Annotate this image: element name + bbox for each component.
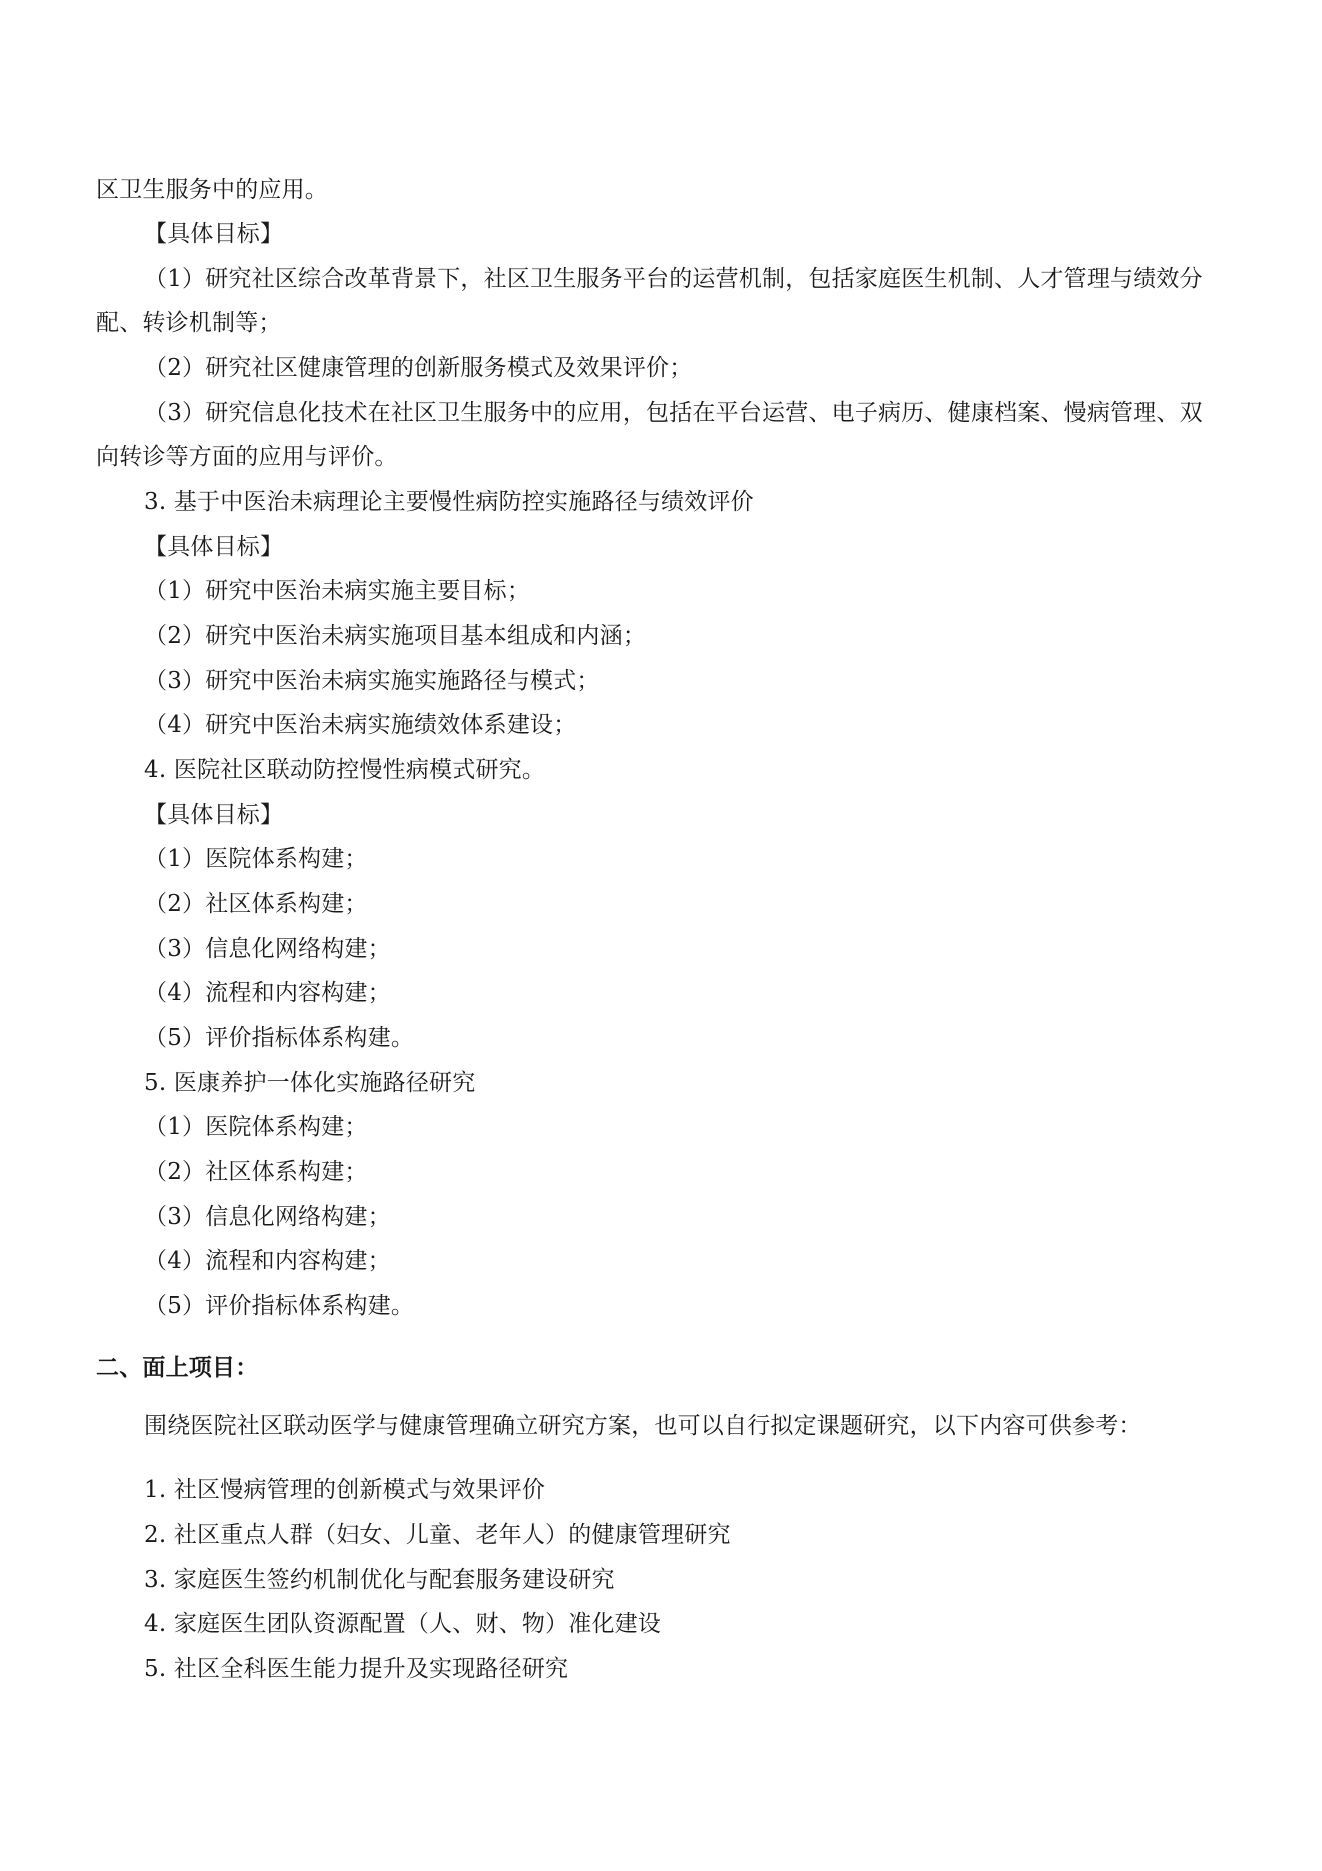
objective-item: （1）研究社区综合改革背景下，社区卫生服务平台的运营机制，包括家庭医生机制、人才管理与绩效分 xyxy=(144,266,1203,292)
topic-item: 3. 家庭医生签约机制优化与配套服务建设研究 xyxy=(144,1567,615,1593)
topic-item: 5. 社区全科医生能力提升及实现路径研究 xyxy=(144,1656,569,1682)
objective-item: （4）流程和内容构建； xyxy=(144,1248,391,1274)
objective-item: （5）评价指标体系构建。 xyxy=(144,1025,415,1051)
objective-header: 【具体目标】 xyxy=(144,221,284,247)
objective-item: （1）医院体系构建； xyxy=(144,846,368,872)
objective-item-continuation: 向转诊等方面的应用与评价。 xyxy=(96,444,398,470)
objective-item: （2）研究社区健康管理的创新服务模式及效果评价； xyxy=(144,355,693,381)
objective-item: （3）研究信息化技术在社区卫生服务中的应用，包括在平台运营、电子病历、健康档案、慢病管理、双 xyxy=(144,400,1203,426)
topic-item: 1. 社区慢病管理的创新模式与效果评价 xyxy=(144,1477,546,1503)
section-item-title: 3. 基于中医治未病理论主要慢性病防控实施路径与绩效评价 xyxy=(144,489,754,515)
objective-item: （4）流程和内容构建； xyxy=(144,980,391,1006)
objective-item: （1）研究中医治未病实施主要目标； xyxy=(144,578,531,604)
objective-item: （2）社区体系构建； xyxy=(144,891,368,917)
objective-item: （2）研究中医治未病实施项目基本组成和内涵； xyxy=(144,623,647,649)
section-item-title: 4. 医院社区联动防控慢性病模式研究。 xyxy=(144,757,546,783)
objective-item: （2）社区体系构建； xyxy=(144,1159,368,1185)
objective-item: （3）信息化网络构建； xyxy=(144,1204,391,1230)
topic-item: 4. 家庭医生团队资源配置（人、财、物）准化建设 xyxy=(144,1611,662,1637)
paragraph-continuation: 区卫生服务中的应用。 xyxy=(96,177,328,203)
objective-item: （5）评价指标体系构建。 xyxy=(144,1293,415,1319)
section-heading: 二、面上项目： xyxy=(96,1355,259,1381)
objective-item: （4）研究中医治未病实施绩效体系建设； xyxy=(144,712,577,738)
objective-item: （3）信息化网络构建； xyxy=(144,936,391,962)
objective-header: 【具体目标】 xyxy=(144,802,284,828)
section-item-title: 5. 医康养护一体化实施路径研究 xyxy=(144,1070,476,1096)
section-intro: 围绕医院社区联动医学与健康管理确立研究方案，也可以自行拟定课题研究，以下内容可供参考： xyxy=(144,1413,1142,1439)
objective-item: （1）医院体系构建； xyxy=(144,1114,368,1140)
topic-item: 2. 社区重点人群（妇女、儿童、老年人）的健康管理研究 xyxy=(144,1522,731,1548)
objective-item: （3）研究中医治未病实施实施路径与模式； xyxy=(144,668,600,694)
objective-header: 【具体目标】 xyxy=(144,534,284,560)
objective-item-continuation: 配、转诊机制等； xyxy=(96,310,282,336)
